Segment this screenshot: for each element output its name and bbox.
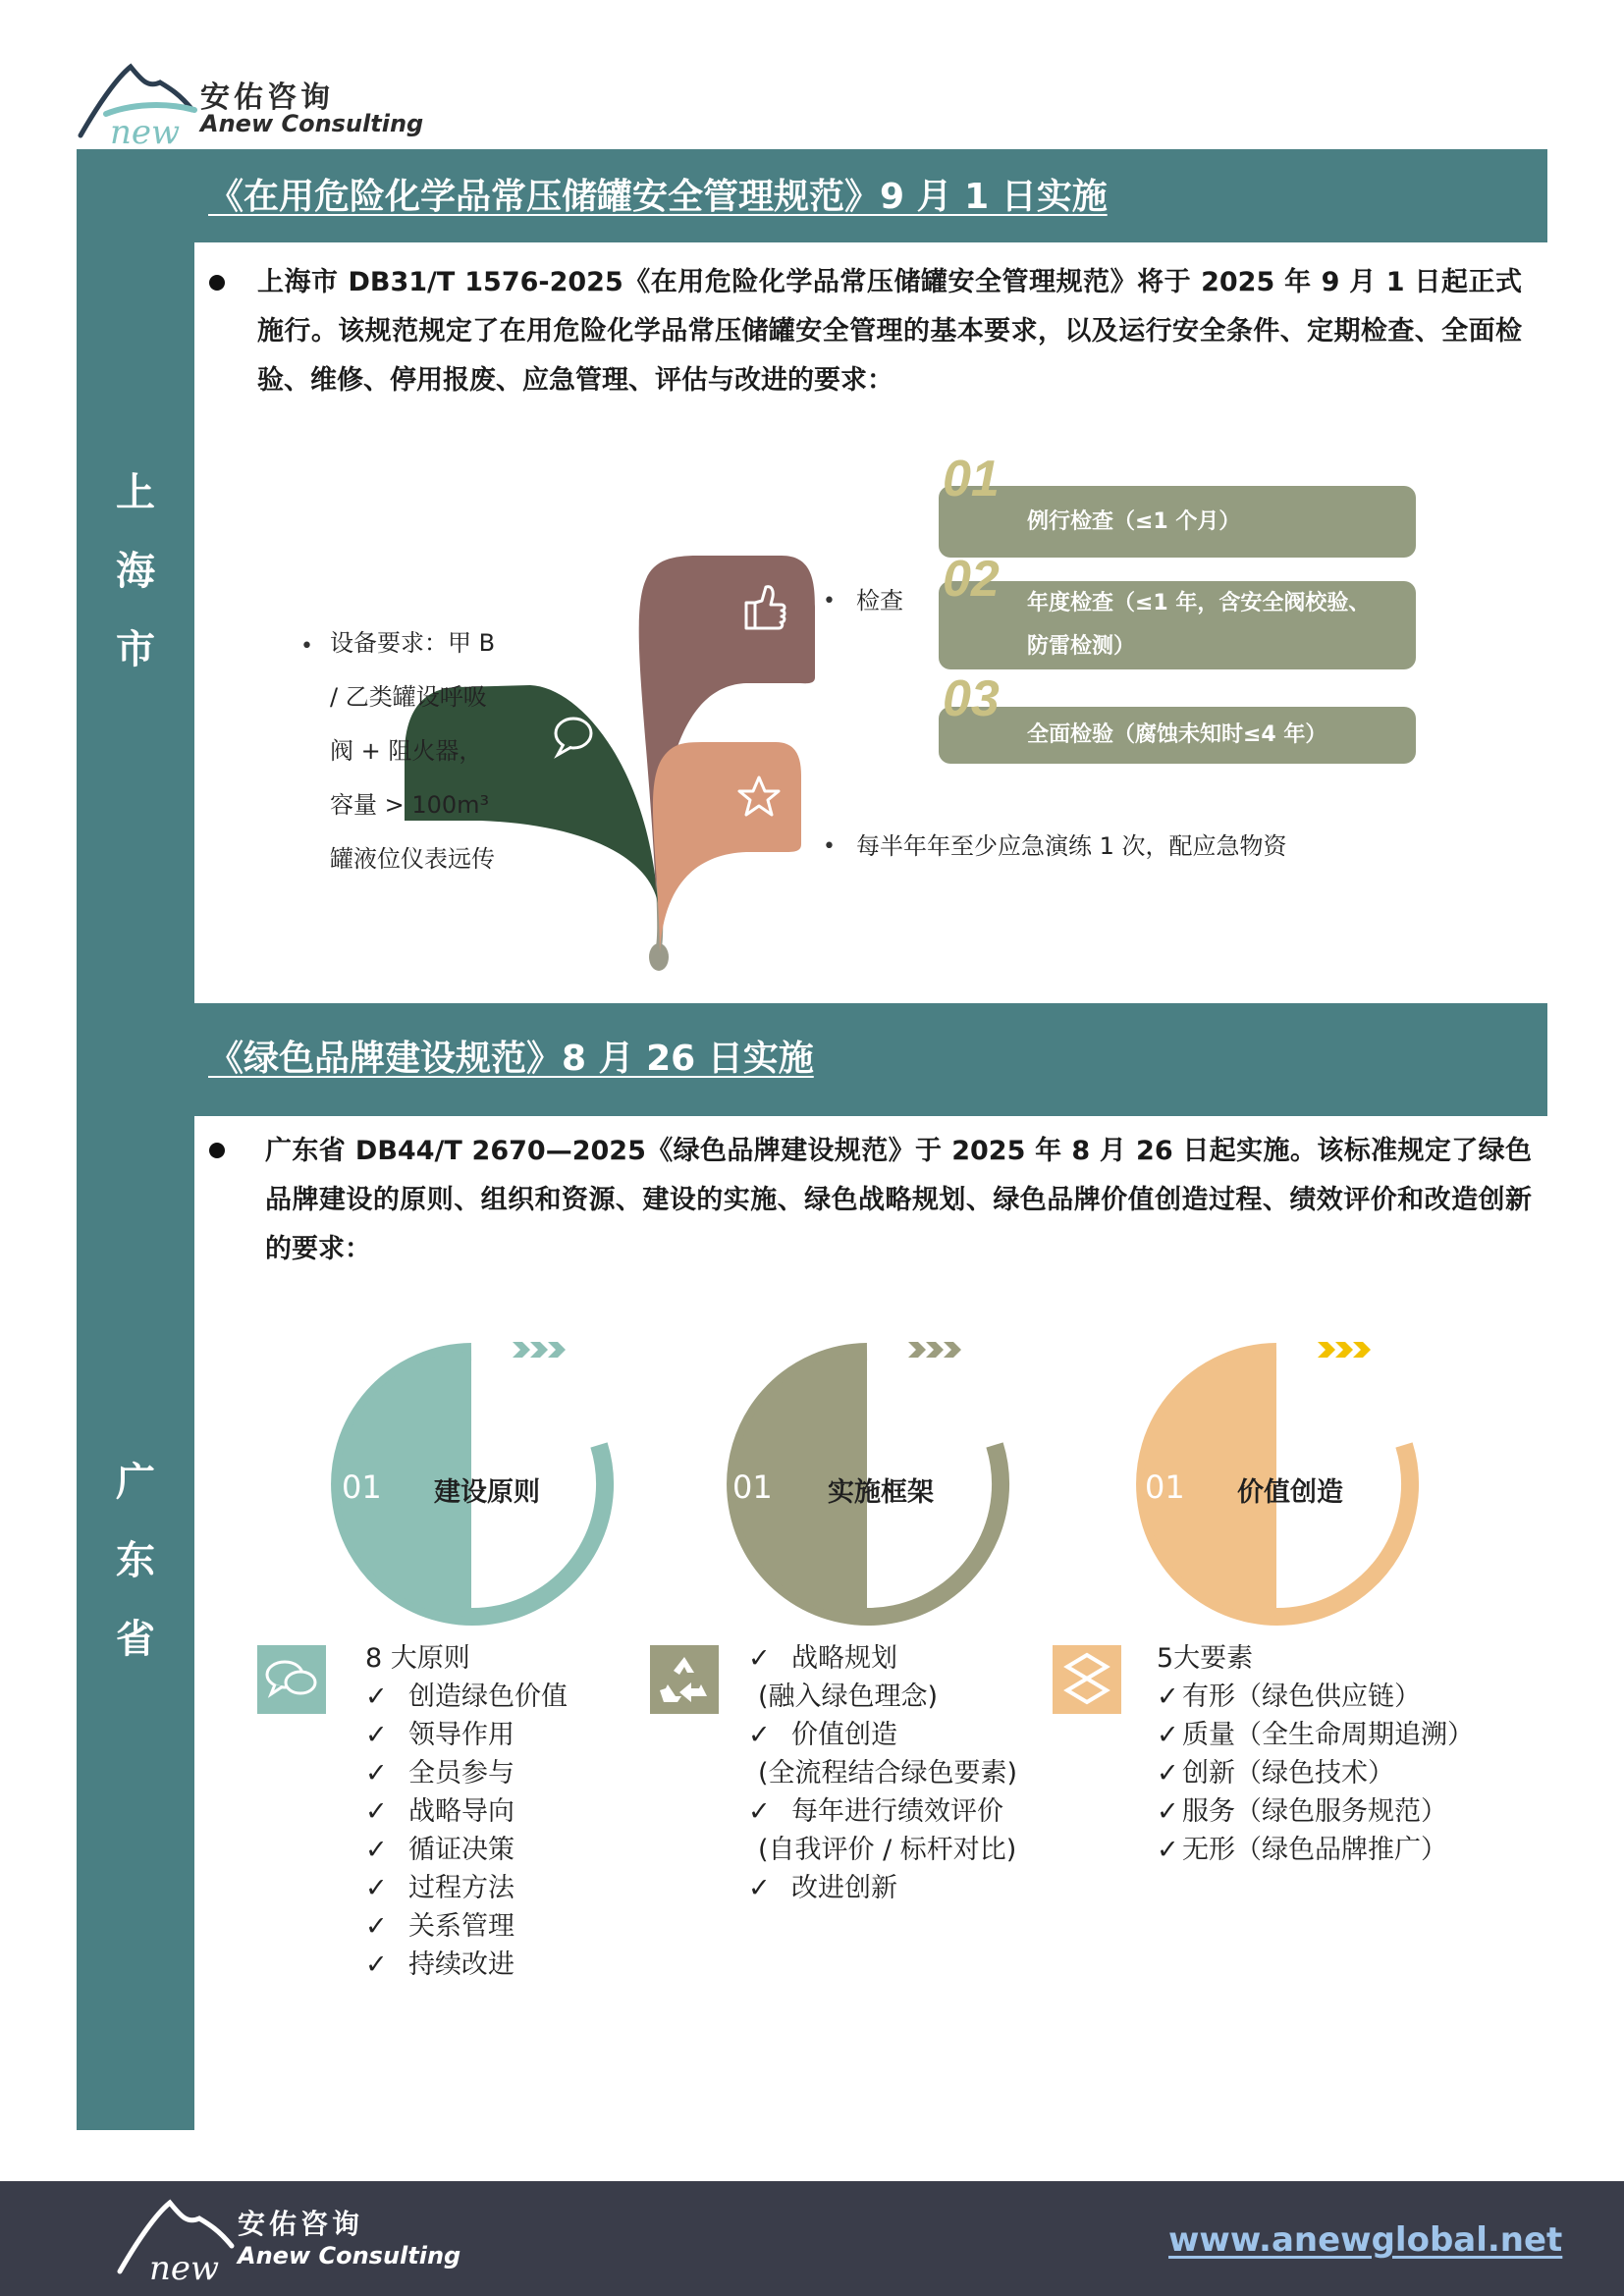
pill-routine-inspection: 例行检查（≤1 个月）	[939, 486, 1416, 558]
list-item: ✓ 过程方法	[365, 1869, 568, 1907]
check-icon: ✓	[1157, 1796, 1179, 1827]
check-icon: ✓	[365, 1720, 388, 1750]
list-item: ✓ 服务（绿色服务规范）	[1157, 1792, 1474, 1831]
right-leaf-shape	[653, 742, 801, 952]
check-icon: ✓	[365, 1835, 388, 1865]
section2-bullet	[209, 1143, 225, 1158]
list-item: ✓ 战略规划	[748, 1639, 1017, 1678]
check-icon: ✓	[365, 1682, 388, 1712]
logo-script-text: new	[110, 113, 181, 147]
recycle-icon	[650, 1645, 719, 1714]
check-icon: ✓	[1157, 1758, 1179, 1789]
list-note: (自我评价 / 标杆对比)	[758, 1835, 1017, 1865]
footer-logo-script: new	[149, 2249, 220, 2283]
check-icon: ✓	[365, 1911, 388, 1942]
header-company-cn: 安佑咨询	[200, 80, 334, 115]
check-icon: ✓	[365, 1758, 388, 1789]
pill-number-01: 01	[943, 451, 1000, 507]
list-item: ✓ 价值创造	[748, 1716, 1017, 1754]
list-note: (全流程结合绿色要素)	[758, 1758, 1018, 1789]
check-icon: ✓	[365, 1873, 388, 1903]
section2-title: 《绿色品牌建设规范》8 月 26 日实施	[208, 1039, 814, 1079]
chevrons-icon	[908, 1342, 961, 1358]
elements-list	[1157, 1639, 1474, 1869]
circle1-number: 01	[342, 1468, 382, 1506]
circle2-number: 01	[732, 1468, 773, 1506]
circle2-label: 实施框架	[828, 1477, 934, 1508]
section1-side-label: 上 海 市	[116, 470, 155, 672]
framework-list	[748, 1639, 1017, 1907]
list-item: ✓ 每年进行绩效评价	[748, 1792, 1017, 1831]
header-logo	[77, 59, 430, 147]
boxes-icon	[1053, 1645, 1121, 1714]
mountain-logo-icon	[77, 59, 204, 147]
chevrons-icon	[1318, 1342, 1371, 1358]
list-item: ✓ 持续改进	[365, 1946, 568, 1984]
pill-number-02: 02	[943, 551, 1000, 608]
footer-company-cn: 安佑咨询	[238, 2208, 364, 2240]
section1-bullet	[209, 275, 225, 291]
section2-paragraph: 广东省 DB44/T 2670—2025《绿色品牌建设规范》于 2025 年 8 月 26 日起实施。该标准规定了绿色品牌建设的原则、组织和资源、建设的实施、绿色战略规划、绿色品牌价值创造过程、绩效评价和改造创新的要求：	[265, 1136, 1532, 1264]
website-link[interactable]: www.anewglobal.net	[1168, 2220, 1563, 2260]
check-icon: ✓	[748, 1643, 771, 1674]
list-item: ✓ 改进创新	[748, 1869, 1017, 1907]
chevrons-icon	[513, 1342, 566, 1358]
list-item: ✓ 创新（绿色技术）	[1157, 1754, 1474, 1792]
list-item: ✓ 质量（全生命周期追溯）	[1157, 1716, 1474, 1754]
footer-mountain-logo-icon	[116, 2195, 244, 2283]
check-icon: ✓	[365, 1796, 388, 1827]
left-sidebar	[77, 149, 194, 2130]
pill-annual-inspection: 年度检查（≤1 年，含安全阀校验、 防雷检测）	[939, 581, 1416, 669]
list-item: ✓ 领导作用	[365, 1716, 568, 1754]
footer-company-en: Anew Consulting	[238, 2242, 461, 2269]
list-item: ✓ 战略导向	[365, 1792, 568, 1831]
footer	[0, 2181, 1624, 2296]
circle1-label: 建设原则	[434, 1477, 540, 1508]
drill-bullet: •	[823, 834, 836, 859]
circle3-label: 价值创造	[1237, 1477, 1343, 1508]
list-item: ✓ 有形（绿色供应链）	[1157, 1678, 1474, 1716]
equipment-requirements: 设备要求：甲 B / 乙类罐设呼吸 阀 + 阻火器， 容量 > 100m³ 罐液位仪表远传	[330, 629, 496, 873]
elements-heading: 5大要素	[1157, 1643, 1254, 1674]
check-icon: ✓	[1157, 1835, 1179, 1865]
equipment-bullet: •	[300, 634, 313, 659]
section1-diagram	[285, 442, 1463, 991]
check-icon: ✓	[1157, 1720, 1179, 1750]
inspection-bullet: •	[823, 589, 836, 614]
check-icon: ✓	[748, 1720, 771, 1750]
check-icon: ✓	[1157, 1682, 1179, 1712]
list-item: ✓ 创造绿色价值	[365, 1678, 568, 1716]
header-company-en: Anew Consulting	[200, 110, 424, 137]
list-note: (融入绿色理念)	[758, 1682, 939, 1712]
list-item: ✓ 循证决策	[365, 1831, 568, 1869]
check-icon: ✓	[748, 1873, 771, 1903]
circle3-number: 01	[1145, 1468, 1185, 1506]
check-icon: ✓	[365, 1949, 388, 1980]
check-icon: ✓	[748, 1796, 771, 1827]
list-item: ✓ 关系管理	[365, 1907, 568, 1946]
inspection-label: 检查	[856, 587, 903, 614]
list-item: ✓ 全员参与	[365, 1754, 568, 1792]
drill-text: 每半年年至少应急演练 1 次，配应急物资	[856, 832, 1287, 860]
principles-list	[365, 1639, 568, 1984]
section2-side-label: 广 东 省	[116, 1460, 155, 1662]
pill-number-03: 03	[943, 670, 1000, 727]
section1-title: 《在用危险化学品常压储罐安全管理规范》9 月 1 日实施	[208, 177, 1108, 217]
section1-paragraph: 上海市 DB31/T 1576-2025《在用危险化学品常压储罐安全管理规范》将于 2025 年 9 月 1 日起正式施行。该规范规定了在用危险化学品常压储罐安全管理的基本要求，以及运行安全条件、定期检查、全面检验、维修、停用报废、应急管理、评估与改进的要求：	[257, 267, 1522, 396]
list-item: ✓ 无形（绿色品牌推广）	[1157, 1831, 1474, 1869]
principles-heading: 8 大原则	[365, 1643, 470, 1674]
pill-full-inspection: 全面检验（腐蚀未知时≤4 年）	[939, 707, 1416, 764]
chat-bubbles-icon	[257, 1645, 326, 1714]
